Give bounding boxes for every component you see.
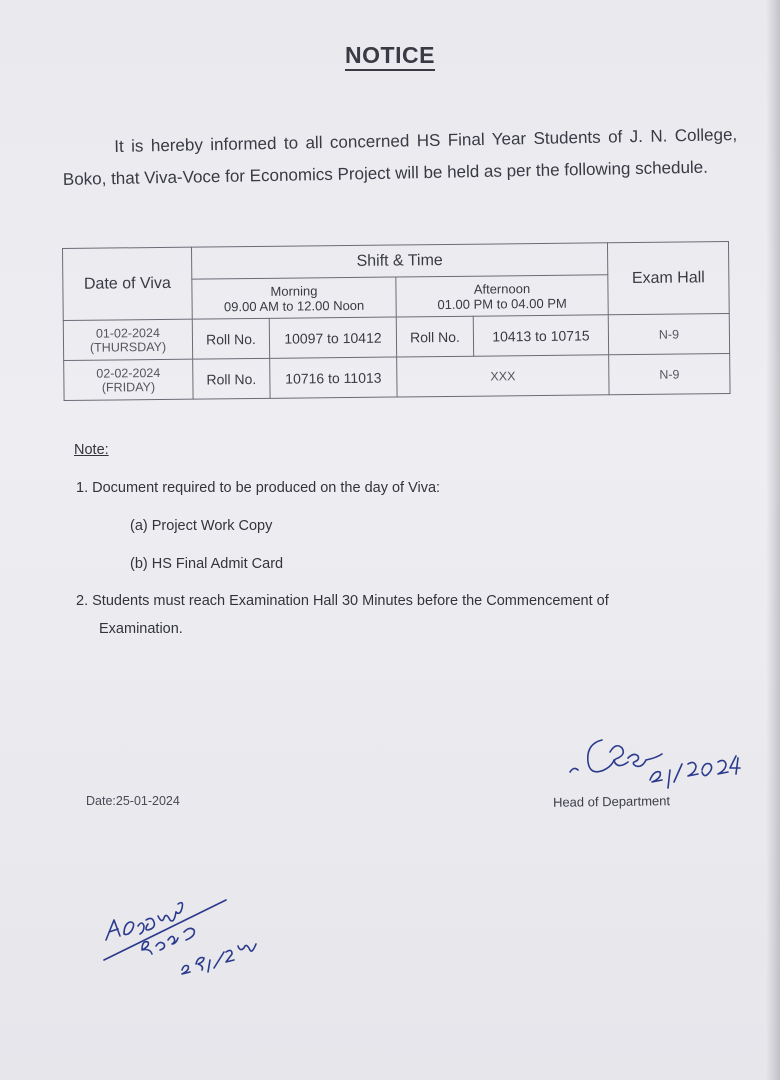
paper-edge-shadow xyxy=(766,0,780,1080)
note-item-2-line2: Examination. xyxy=(99,621,183,637)
head-of-department-label: Head of Department xyxy=(552,793,671,810)
afternoon-roll-range: 10413 to 10715 xyxy=(473,315,608,356)
date-value: 02-02-2024 xyxy=(96,365,161,381)
afternoon-label: Afternoon xyxy=(473,280,531,297)
notice-title: NOTICE xyxy=(0,42,780,69)
table-row xyxy=(63,314,729,361)
afternoon-roll-label: Roll No. xyxy=(396,316,473,357)
row-date xyxy=(63,319,192,360)
morning-roll-label: Roll No. xyxy=(193,358,270,399)
header-shift-time: Shift & Time xyxy=(191,243,607,279)
header-afternoon xyxy=(396,275,608,317)
day-value: (FRIDAY) xyxy=(101,379,156,395)
afternoon-empty-value: XXX xyxy=(397,355,609,397)
day-value: (THURSDAY) xyxy=(89,339,167,355)
table-row xyxy=(64,354,730,401)
header-morning xyxy=(192,277,396,319)
header-date-of-viva: Date of Viva xyxy=(63,247,193,320)
notice-paragraph: It is hereby informed to all concerned HS Final Year Students of J. N. College, Boko, that Viva-Voce for Economics Project will be held as per the following schedule. xyxy=(62,125,738,189)
hod-signature xyxy=(560,722,760,796)
notes-section xyxy=(74,442,714,652)
morning-roll-range: 10097 to 10412 xyxy=(269,317,396,358)
exam-hall-value: N-9 xyxy=(609,354,730,395)
morning-roll-label: Roll No. xyxy=(192,318,269,359)
note-item-1a: (a) Project Work Copy xyxy=(130,518,273,534)
morning-time: 09.00 AM to 12.00 Noon xyxy=(223,297,365,314)
notice-date: Date:25-01-2024 xyxy=(86,794,180,808)
morning-roll-range: 10716 to 11013 xyxy=(270,357,397,398)
approval-signature xyxy=(98,868,268,978)
note-item-1b: (b) HS Final Admit Card xyxy=(130,556,284,572)
note-label: Note: xyxy=(74,442,109,458)
afternoon-time: 01.00 PM to 04.00 PM xyxy=(437,295,567,312)
note-item-1: 1. Document required to be produced on the day of Viva: xyxy=(76,480,441,496)
note-item-2-line1: 2. Students must reach Examination Hall 30 Minutes before the Commencement of xyxy=(76,593,609,609)
date-value: 01-02-2024 xyxy=(95,325,160,341)
exam-hall-value: N-9 xyxy=(608,314,729,355)
viva-schedule-table xyxy=(62,241,731,401)
row-date xyxy=(64,359,193,400)
morning-label: Morning xyxy=(270,282,318,299)
header-exam-hall: Exam Hall xyxy=(607,242,729,315)
